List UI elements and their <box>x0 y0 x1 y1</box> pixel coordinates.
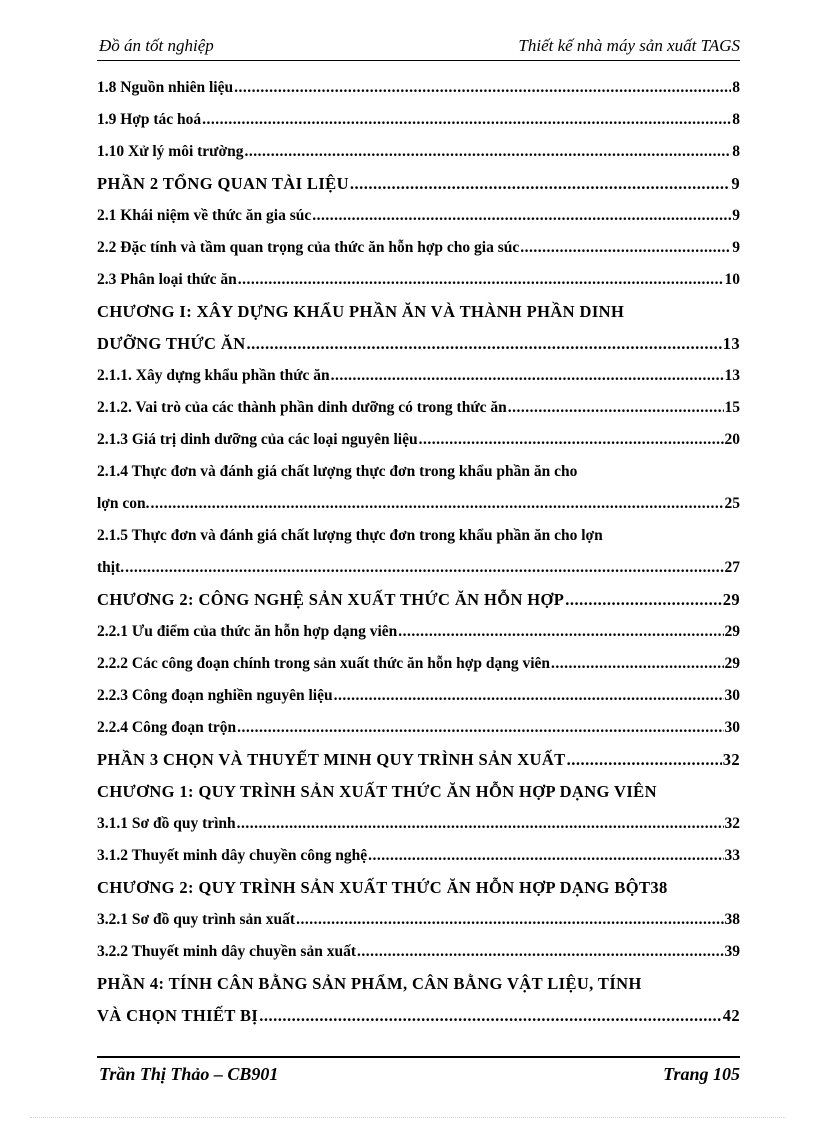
toc-entry-title: lợn con. <box>97 495 150 512</box>
toc-entry-page: 8 <box>732 143 740 160</box>
toc-entry[interactable] <box>97 264 740 296</box>
toc-entry-title: 3.2.1 Sơ đồ quy trình sản xuất <box>97 911 296 928</box>
toc-entry-title: 2.1 Khái niệm về thức ăn gia súc <box>97 207 312 224</box>
toc-entry[interactable] <box>97 360 740 392</box>
page-edge-divider <box>30 1117 786 1118</box>
toc-entry-page: 15 <box>724 399 740 416</box>
toc-entry-title: 1.8 Nguồn nhiên liệu <box>97 79 234 96</box>
toc-entry-page: 30 <box>724 719 740 736</box>
toc-entry[interactable] <box>97 104 740 136</box>
toc-entry[interactable] <box>97 136 740 168</box>
toc-entry-title: 3.2.2 Thuyết minh dây chuyền sản xuất <box>97 943 356 960</box>
toc-entry[interactable] <box>97 72 740 104</box>
header-left-title: Đồ án tốt nghiệp <box>99 36 214 55</box>
toc-entry[interactable] <box>97 712 740 744</box>
page-header <box>97 36 740 61</box>
toc-entry[interactable] <box>97 680 740 712</box>
toc-entry-title: 3.1.1 Sơ đồ quy trình <box>97 815 236 832</box>
toc-entry-page: 30 <box>724 687 740 704</box>
toc-entry[interactable] <box>97 520 740 584</box>
toc-entry-title: VÀ CHỌN THIẾT BỊ <box>97 1006 259 1025</box>
toc-entry[interactable] <box>97 872 740 904</box>
toc-entry[interactable] <box>97 584 740 616</box>
toc-entry-page: 29 <box>724 623 740 640</box>
toc-entry[interactable] <box>97 744 740 776</box>
toc-entry-page: 8 <box>732 79 740 96</box>
toc-entry-title: 2.1.2. Vai trò của các thành phần dinh dưỡng có trong thức ăn <box>97 399 507 416</box>
toc-entry-title: 2.1.3 Giá trị dinh dưỡng của các loại nguyên liệu <box>97 431 418 448</box>
header-right-title: Thiết kế nhà máy sản xuất TAGS <box>518 36 740 55</box>
toc-entry[interactable] <box>97 424 740 456</box>
toc-entry-title: 2.2.4 Công đoạn trộn <box>97 719 237 736</box>
toc-entry[interactable] <box>97 232 740 264</box>
footer-page-number: Trang 105 <box>663 1064 740 1084</box>
toc-entry-title: 1.10 Xử lý môi trường <box>97 143 244 160</box>
toc-entry[interactable] <box>97 456 740 520</box>
toc-entry-page: 13 <box>724 367 740 384</box>
toc-entry-title: PHẦN 2 TỔNG QUAN TÀI LIỆU <box>97 174 349 193</box>
toc-entry-page: 25 <box>724 495 740 512</box>
toc-entry-title: 2.3 Phân loại thức ăn <box>97 271 237 288</box>
toc-entry-title: 1.9 Hợp tác hoá <box>97 111 202 128</box>
toc-entry-page: 8 <box>732 111 740 128</box>
toc-entry-title: CHƯƠNG 2: QUY TRÌNH SẢN XUẤT THỨC ĂN HỖN HỢP DẠNG BỘT38 <box>97 878 668 897</box>
table-of-contents <box>97 72 740 1032</box>
toc-entry[interactable] <box>97 808 740 840</box>
toc-entry-page: 42 <box>722 1006 740 1025</box>
toc-entry-page: 33 <box>724 847 740 864</box>
toc-entry-title: PHẦN 3 CHỌN VÀ THUYẾT MINH QUY TRÌNH SẢN XUẤT <box>97 750 566 769</box>
toc-entry-page: 10 <box>724 271 740 288</box>
toc-entry-title: CHƯƠNG 2: CÔNG NGHỆ SẢN XUẤT THỨC ĂN HỖN HỢP <box>97 590 565 609</box>
toc-entry[interactable] <box>97 392 740 424</box>
toc-entry[interactable] <box>97 296 740 360</box>
toc-entry[interactable] <box>97 968 740 1032</box>
page-footer <box>97 1056 740 1092</box>
toc-entry[interactable] <box>97 904 740 936</box>
toc-entry[interactable] <box>97 200 740 232</box>
toc-entry-page: 32 <box>722 750 740 769</box>
toc-entry[interactable] <box>97 776 740 808</box>
toc-entry-page: 9 <box>731 174 740 193</box>
toc-entry-title: CHƯƠNG 1: QUY TRÌNH SẢN XUẤT THỨC ĂN HỖN HỢP DẠNG VIÊN <box>97 782 657 801</box>
toc-entry[interactable] <box>97 168 740 200</box>
toc-entry-page: 9 <box>732 207 740 224</box>
toc-entry-page: 20 <box>724 431 740 448</box>
toc-entry-page: 32 <box>724 815 740 832</box>
toc-entry[interactable] <box>97 936 740 968</box>
toc-entry-page: 9 <box>732 239 740 256</box>
toc-entry-title-line1: CHƯƠNG I: XÂY DỰNG KHẨU PHẦN ĂN VÀ THÀNH PHẦN DINH <box>97 302 625 321</box>
toc-entry-title: thịt. <box>97 559 125 576</box>
toc-entry-title: 2.2.1 Ưu điểm của thức ăn hỗn hợp dạng viên <box>97 623 398 640</box>
toc-entry-title: 2.2 Đặc tính và tầm quan trọng của thức ăn hỗn hợp cho gia súc <box>97 239 520 256</box>
toc-entry-title: DƯỠNG THỨC ĂN <box>97 334 246 353</box>
toc-entry-title: 2.1.1. Xây dựng khẩu phần thức ăn <box>97 367 330 384</box>
toc-entry[interactable] <box>97 840 740 872</box>
toc-entry-page: 29 <box>722 590 740 609</box>
toc-entry-title: 2.2.3 Công đoạn nghiền nguyên liệu <box>97 687 333 704</box>
toc-entry-page: 38 <box>724 911 740 928</box>
toc-entry-page: 27 <box>724 559 740 576</box>
toc-entry-page: 13 <box>722 334 740 353</box>
toc-entry[interactable] <box>97 616 740 648</box>
toc-entry-title: 3.1.2 Thuyết minh dây chuyền công nghệ <box>97 847 368 864</box>
toc-entry-title-line1: 2.1.5 Thực đơn và đánh giá chất lượng thực đơn trong khẩu phần ăn cho lợn <box>97 527 603 544</box>
toc-entry[interactable] <box>97 648 740 680</box>
toc-entry-page: 29 <box>724 655 740 672</box>
toc-entry-title-line1: 2.1.4 Thực đơn và đánh giá chất lượng thực đơn trong khẩu phần ăn cho <box>97 463 578 480</box>
footer-author: Trần Thị Thảo – CB901 <box>99 1064 279 1084</box>
toc-entry-title: 2.2.2 Các công đoạn chính trong sản xuất thức ăn hỗn hợp dạng viên <box>97 655 550 672</box>
toc-entry-title-line1: PHẦN 4: TÍNH CÂN BẰNG SẢN PHẨM, CÂN BẰNG VẬT LIỆU, TÍNH <box>97 974 642 993</box>
toc-entry-page: 39 <box>724 943 740 960</box>
